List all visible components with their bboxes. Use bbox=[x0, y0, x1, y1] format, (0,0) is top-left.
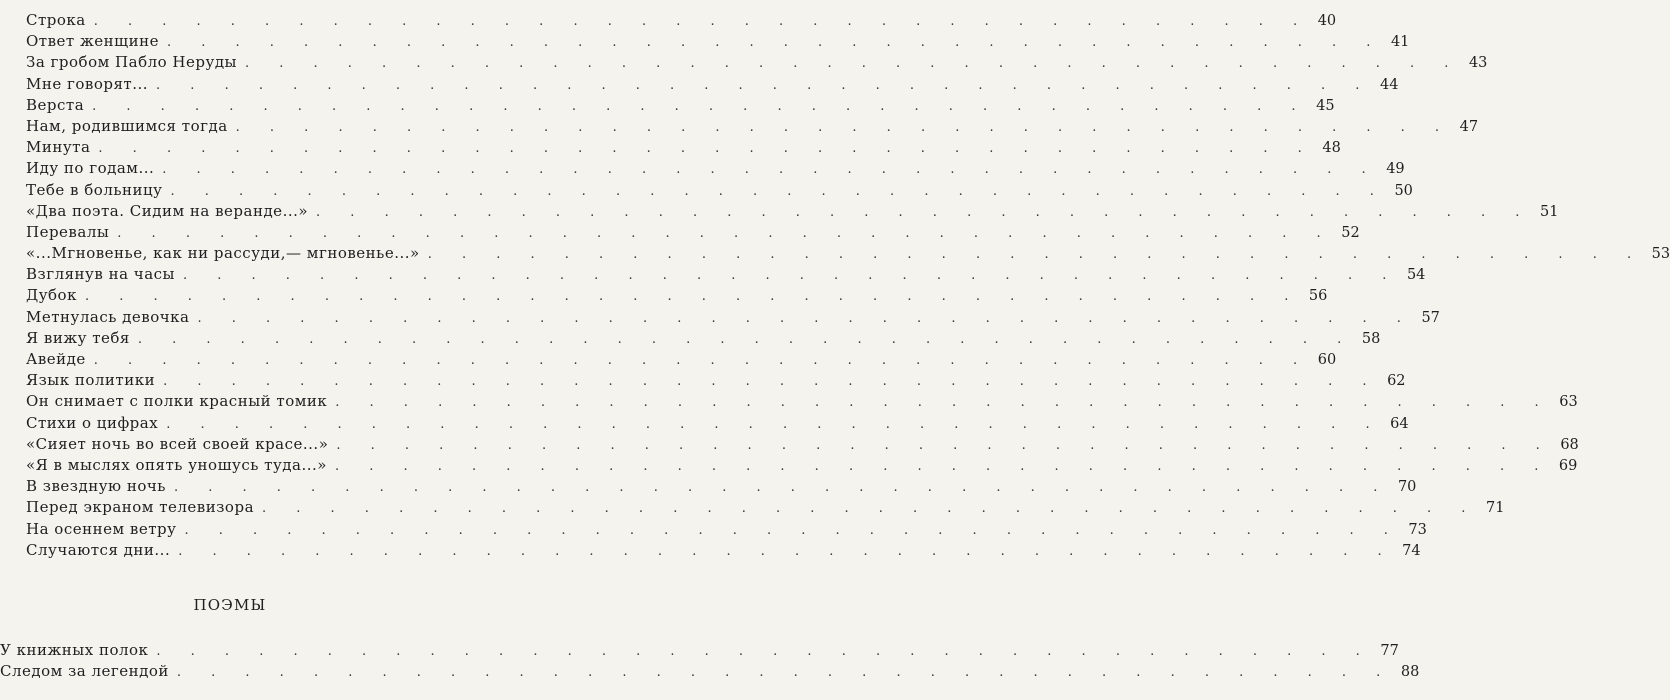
toc-entry-title: Он снимает с полки красный томик bbox=[26, 392, 328, 411]
dot-leader: . . . . . . . . . . . . . . . . . . . . . . . . . . . . . . . . . . . . bbox=[98, 141, 1315, 157]
toc-entry-page: 63 bbox=[1559, 394, 1578, 411]
dot-leader: . . . . . . . . . . . . . . . . . . . . . . . . . . . . . . . . . . . . bbox=[183, 268, 1400, 284]
toc-entry bbox=[26, 413, 1409, 434]
toc-entry-page: 62 bbox=[1387, 373, 1406, 390]
toc-entry-page: 60 bbox=[1317, 352, 1337, 368]
toc-entry-page: 51 bbox=[1540, 203, 1559, 220]
toc-entry-page: 49 bbox=[1386, 161, 1405, 178]
toc-entry-title: Стихи о цифрах bbox=[26, 413, 159, 432]
table-of-contents bbox=[26, 10, 1670, 561]
toc-entry-page: 43 bbox=[1468, 55, 1488, 72]
toc-entry-title: Перед экраном телевизора bbox=[26, 498, 255, 517]
dot-leader: . . . . . . . . . . . . . . . . . . . . . . . . . . . . . . . . . . . . bbox=[84, 289, 1302, 305]
toc-entry-title: Перевалы bbox=[26, 222, 110, 241]
dot-leader: . . . . . . . . . . . . . . . . . . . . . . . . . . . . . . . . . . . . bbox=[245, 56, 1462, 72]
toc-entry-page: 74 bbox=[1402, 542, 1421, 559]
dot-leader: . . . . . . . . . . . . . . . . . . . . . . . . . . . . . . . . . . . . bbox=[427, 247, 1645, 263]
dot-leader: . . . . . . . . . . . . . . . . . . . . . . . . . . . . . . . . . . . . bbox=[173, 480, 1391, 496]
toc-entry-title: «...Мгновенье, как ни рассуди,— мгновенье...» bbox=[26, 244, 420, 263]
dot-leader: . . . . . . . . . . . . . . . . . . . . . . . . . . . . . . . . . . . . bbox=[316, 204, 1533, 220]
toc-entry bbox=[26, 540, 1421, 561]
toc-entry-title: Минута bbox=[26, 138, 91, 157]
dot-leader: . . . . . . . . . . . . . . . . . . . . . . . . . . . . . . . . . . . . bbox=[156, 644, 1373, 659]
toc-entry-title: Нам, родившимся тогда bbox=[26, 116, 228, 135]
toc-entry-page: 54 bbox=[1406, 267, 1426, 284]
toc-entry-title: За гробом Пабло Неруды bbox=[26, 53, 237, 72]
toc-entry-title: Следом за легендой bbox=[0, 662, 169, 681]
toc-entry bbox=[26, 31, 1410, 52]
toc-entry-page: 41 bbox=[1390, 34, 1410, 51]
dot-leader: . . . . . . . . . . . . . . . . . . . . . . . . . . . . . . . . . . . . bbox=[336, 437, 1553, 453]
toc-entry-page: 56 bbox=[1308, 288, 1328, 305]
toc-entry-page: 57 bbox=[1421, 309, 1440, 326]
dot-leader: . . . . . . . . . . . . . . . . . . . . . . . . . . . . . . . . . . . . bbox=[166, 35, 1384, 51]
toc-entry bbox=[26, 264, 1426, 285]
toc-entry bbox=[26, 243, 1670, 264]
toc-entry bbox=[26, 180, 1413, 201]
toc-entry-title: Случаются дни... bbox=[26, 540, 171, 559]
toc-entry-page: 68 bbox=[1560, 436, 1579, 453]
toc-entry-page: 44 bbox=[1380, 76, 1399, 93]
toc-entry-page: 40 bbox=[1317, 13, 1337, 29]
toc-entry-page: 53 bbox=[1651, 246, 1670, 263]
toc-entry-title: Метнулась девочка bbox=[26, 307, 190, 326]
toc-entry-title: Верста bbox=[26, 95, 85, 114]
toc-entry bbox=[26, 52, 1488, 73]
toc-entry-title: Мне говорят... bbox=[26, 74, 149, 93]
toc-entry bbox=[26, 74, 1399, 95]
toc-entry-title: Взглянув на часы bbox=[26, 265, 175, 284]
toc-entry bbox=[26, 434, 1579, 455]
toc-entry-title: Тебе в больницу bbox=[26, 180, 163, 199]
dot-leader: . . . . . . . . . . . . . . . . . . . . . . . . . . . . . . . . . . . . bbox=[117, 225, 1334, 241]
poems-list bbox=[26, 10, 1670, 561]
dot-leader: . . . . . . . . . . . . . . . . . . . . . . . . . . . . . . . . . . . . bbox=[262, 501, 1479, 517]
toc-entry-page: 70 bbox=[1397, 479, 1417, 496]
toc-entry-title: «Сияет ночь во всей своей красе...» bbox=[26, 434, 329, 453]
dot-leader: . . . . . . . . . . . . . . . . . . . . . . . . . . . . . . . . . . . . bbox=[92, 98, 1309, 114]
dot-leader: . . . . . . . . . . . . . . . . . . . . . . . . . . . . . . . . . . . . bbox=[235, 119, 1453, 135]
toc-entry-title: Строка bbox=[26, 11, 86, 29]
toc-entry-page: 64 bbox=[1390, 415, 1409, 432]
long-poems-list bbox=[0, 640, 1420, 682]
toc-entry bbox=[26, 391, 1578, 412]
dot-leader: . . . . . . . . . . . . . . . . . . . . . . . . . . . . . . . . . . . . bbox=[334, 458, 1552, 474]
toc-entry bbox=[26, 137, 1341, 158]
toc-entry-page: 52 bbox=[1341, 224, 1360, 241]
dot-leader: . . . . . . . . . . . . . . . . . . . . . . . . . . . . . . . . . . . . bbox=[93, 353, 1311, 368]
toc-entry bbox=[26, 95, 1335, 116]
toc-entry bbox=[26, 476, 1417, 497]
toc-entry-title: У книжных полок bbox=[0, 641, 149, 659]
dot-leader: . . . . . . . . . . . . . . . . . . . . . . . . . . . . . . . . . . . . bbox=[162, 162, 1379, 178]
toc-entry bbox=[26, 285, 1328, 306]
toc-entry-title: В звездную ночь bbox=[26, 477, 166, 496]
toc-entry bbox=[26, 370, 1406, 391]
dot-leader: . . . . . . . . . . . . . . . . . . . . . . . . . . . . . . . . . . . . bbox=[178, 543, 1395, 559]
dot-leader: . . . . . . . . . . . . . . . . . . . . . . . . . . . . . . . . . . . . bbox=[335, 395, 1552, 411]
toc-entry bbox=[26, 201, 1559, 222]
toc-entry-title: На осеннем ветру bbox=[26, 519, 177, 538]
dot-leader: . . . . . . . . . . . . . . . . . . . . . . . . . . . . . . . . . . . . bbox=[166, 416, 1383, 432]
toc-entry bbox=[0, 661, 1420, 682]
toc-entry bbox=[26, 158, 1405, 179]
toc-entry-page: 50 bbox=[1394, 182, 1413, 199]
toc-entry-page: 47 bbox=[1459, 118, 1479, 135]
toc-entry bbox=[26, 222, 1360, 243]
toc-entry bbox=[26, 349, 1337, 370]
toc-entry bbox=[26, 497, 1505, 518]
toc-entry-title: Язык политики bbox=[26, 371, 156, 390]
dot-leader: . . . . . . . . . . . . . . . . . . . . . . . . . . . . . . . . . . . . bbox=[197, 310, 1414, 326]
toc-entry-title: «Два поэта. Сидим на веранде...» bbox=[26, 201, 309, 220]
toc-entry-title: Авейде bbox=[26, 350, 86, 368]
toc-entry-page: 73 bbox=[1408, 521, 1427, 538]
dot-leader: . . . . . . . . . . . . . . . . . . . . . . . . . . . . . . . . . . . . bbox=[176, 665, 1394, 681]
dot-leader: . . . . . . . . . . . . . . . . . . . . . . . . . . . . . . . . . . . . bbox=[93, 14, 1311, 29]
toc-entry-page: 45 bbox=[1316, 97, 1335, 114]
toc-entry-page: 71 bbox=[1485, 500, 1505, 517]
dot-leader: . . . . . . . . . . . . . . . . . . . . . . . . . . . . . . . . . . . . bbox=[170, 183, 1387, 199]
dot-leader: . . . . . . . . . . . . . . . . . . . . . . . . . . . . . . . . . . . . bbox=[163, 374, 1380, 390]
section-heading: ПОЭМЫ bbox=[193, 596, 267, 614]
toc-entry bbox=[0, 640, 1399, 661]
toc-entry bbox=[26, 116, 1479, 137]
toc-entry-title: Дубок bbox=[26, 286, 77, 305]
toc-entry-page: 77 bbox=[1380, 643, 1399, 659]
toc-entry-page: 48 bbox=[1322, 140, 1341, 157]
dot-leader: . . . . . . . . . . . . . . . . . . . . . . . . . . . . . . . . . . . . bbox=[184, 522, 1401, 538]
toc-entry-page: 69 bbox=[1558, 457, 1578, 474]
toc-entry bbox=[26, 519, 1427, 540]
toc-entry-page: 88 bbox=[1400, 664, 1420, 681]
toc-entry-title: Иду по годам... bbox=[26, 159, 155, 178]
dot-leader: . . . . . . . . . . . . . . . . . . . . . . . . . . . . . . . . . . . . bbox=[137, 331, 1355, 347]
toc-entry bbox=[26, 10, 1337, 31]
toc-entry-title: Я вижу тебя bbox=[26, 328, 130, 347]
toc-entry bbox=[26, 455, 1578, 476]
toc-entry-title: «Я в мыслях опять уношусь туда...» bbox=[26, 455, 327, 474]
toc-entry bbox=[26, 328, 1381, 349]
dot-leader: . . . . . . . . . . . . . . . . . . . . . . . . . . . . . . . . . . . . bbox=[156, 77, 1373, 93]
toc-entry bbox=[26, 307, 1440, 328]
toc-entry-title: Ответ женщине bbox=[26, 32, 159, 51]
toc-entry-page: 58 bbox=[1361, 330, 1381, 347]
